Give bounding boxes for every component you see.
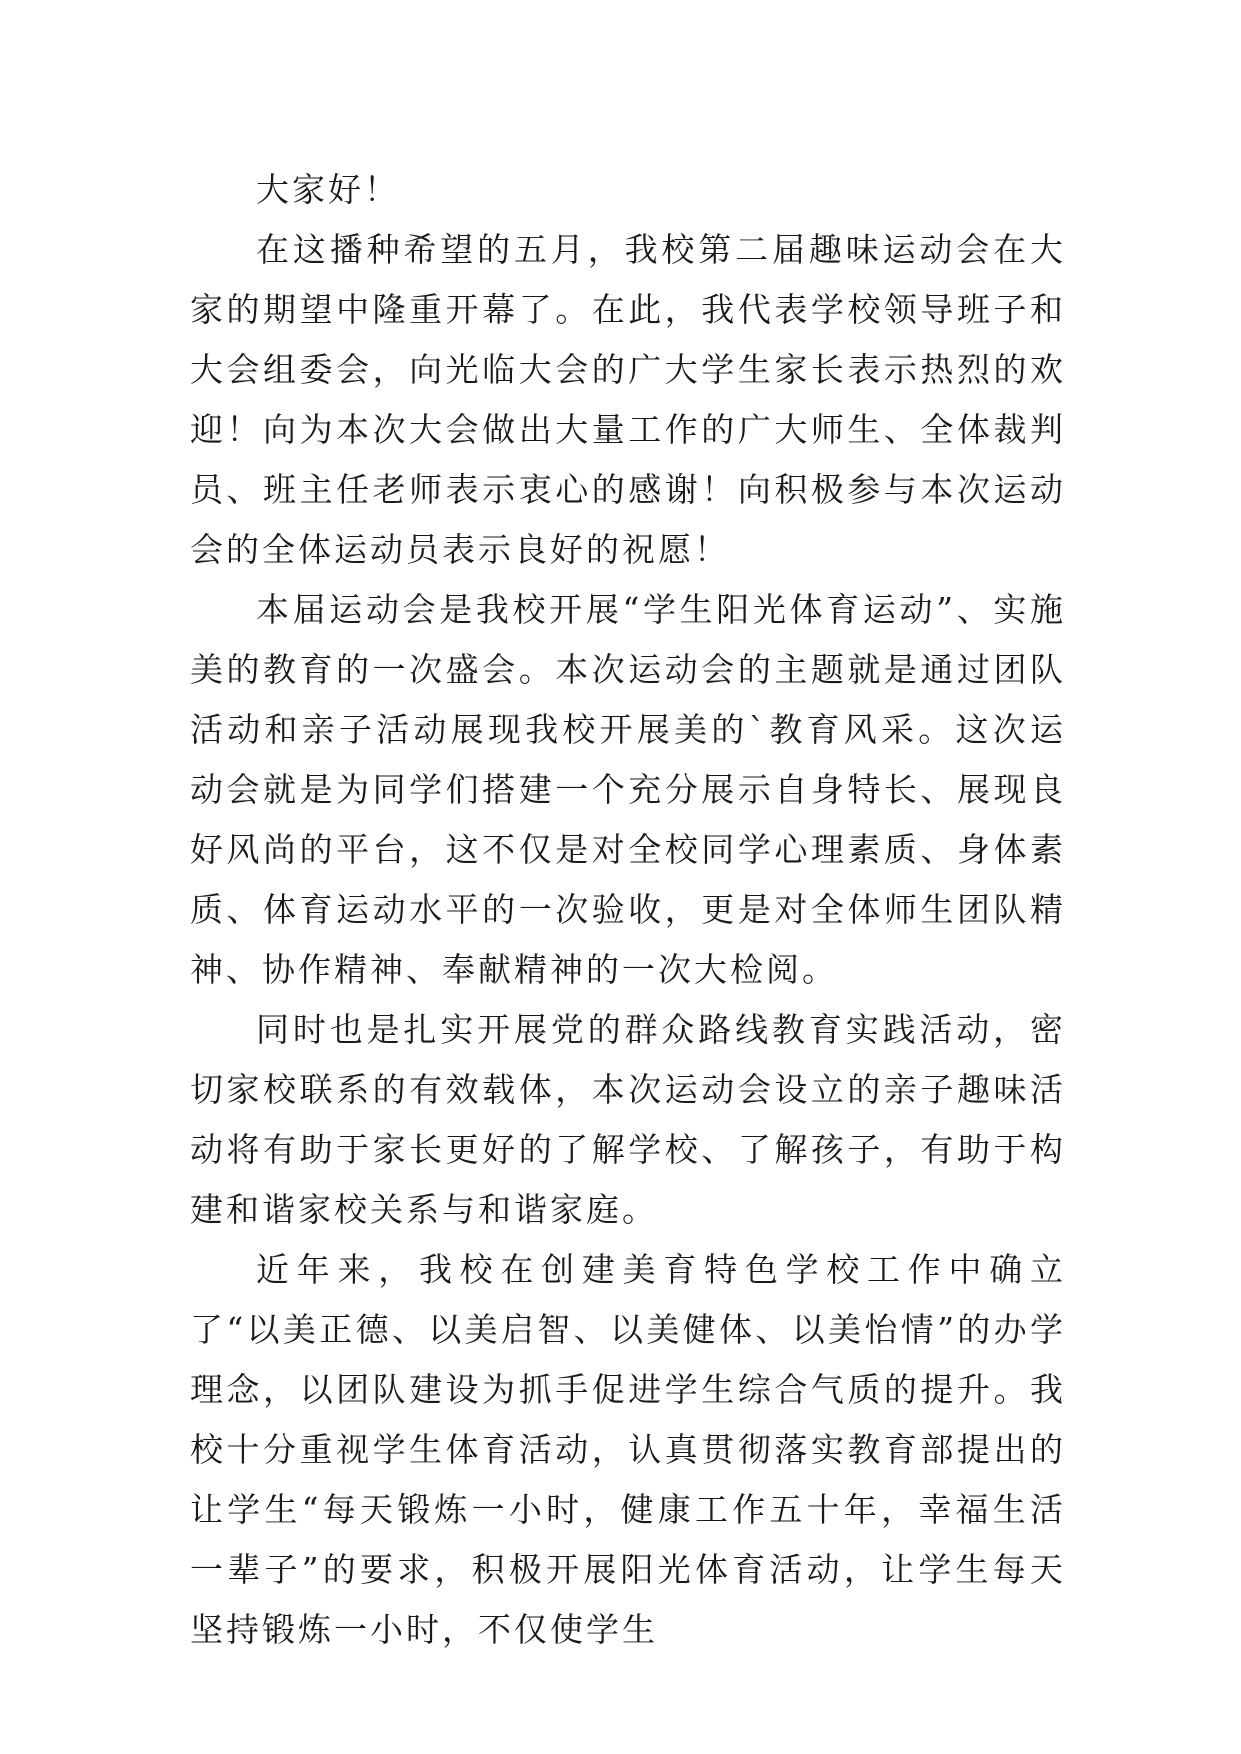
paragraph-welcome: 在这播种希望的五月，我校第二届趣味运动会在大家的期望中隆重开幕了。在此，我代表学校领导班子和大会组委会，向光临大会的广大学生家长表示热烈的欢迎！向为本次大会做出大量工作的广大师生、全体裁判员、班主任老师表示衷心的感谢！向积极参与本次运动会的全体运动员表示良好的祝愿！ [190, 230, 1066, 569]
paragraph-theme: 本届运动会是我校开展“学生阳光体育运动”、实施美的教育的一次盛会。本次运动会的主题就是通过团队活动和亲子活动展现我校开展美的`教育风采。这次运动会就是为同学们搭建一个充分展示自身特长、展现良好风尚的平台，这不仅是对全校同学心理素质、身体素质、体育运动水平的一次验收，更是对全体师生团队精神、协作精神、奉献精神的一次大检阅。 [190, 590, 1066, 989]
paragraph-greeting: 大家好！ [256, 170, 400, 209]
paragraph-home-school: 同时也是扎实开展党的群众路线教育实践活动，密切家校联系的有效载体，本次运动会设立的亲子趣味活动将有助于家长更好的了解学校、了解孩子，有助于构建和谐家校关系与和谐家庭。 [190, 1010, 1066, 1229]
speech-body [190, 160, 1066, 1660]
paragraph-recent-years: 近年来，我校在创建美育特色学校工作中确立了“以美正德、以美启智、以美健体、以美怡情”的办学理念，以团队建设为抓手促进学生综合气质的提升。我校十分重视学生体育活动，认真贯彻落实教育部提出的让学生“每天锻炼一小时，健康工作五十年，幸福生活一辈子”的要求，积极开展阳光体育活动，让学生每天坚持锻炼一小时，不仅使学生 [190, 1250, 1066, 1649]
